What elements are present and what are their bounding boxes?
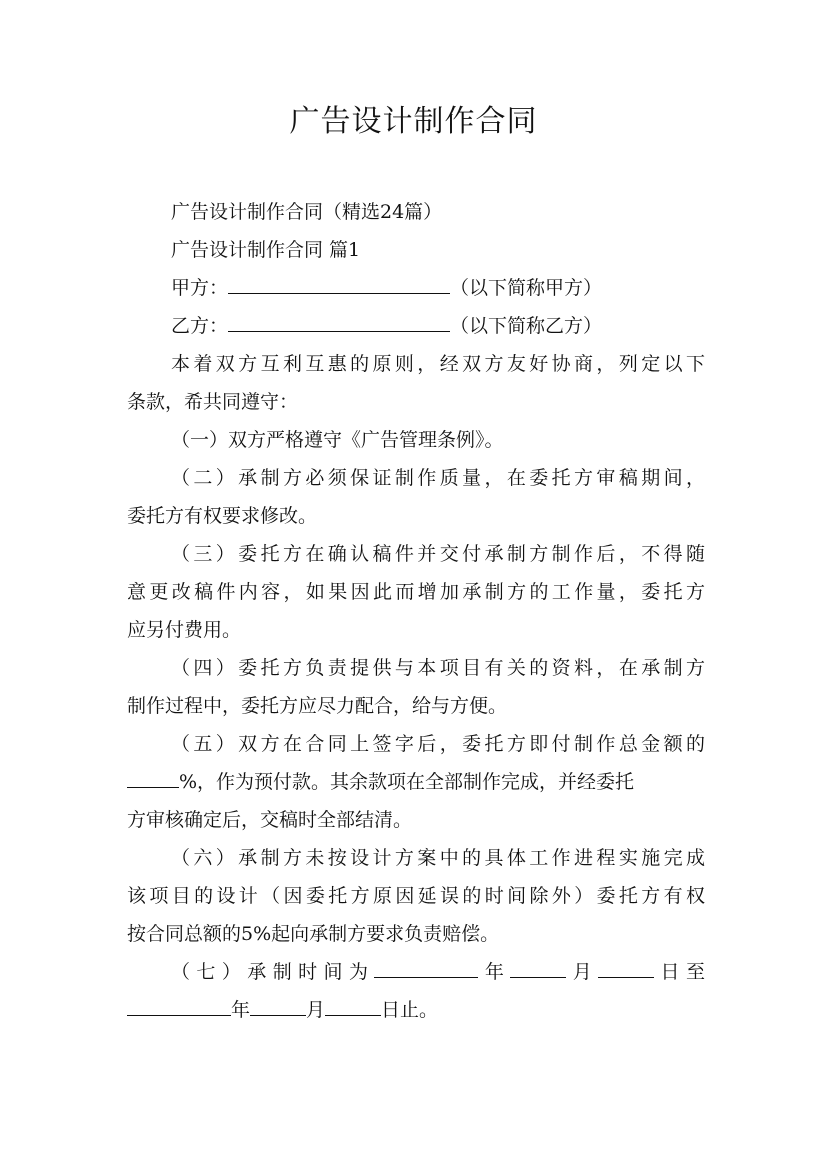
document-body bbox=[127, 193, 705, 1029]
party-b-label: 乙方： bbox=[171, 315, 229, 337]
end-day-label: 日止。 bbox=[381, 999, 439, 1021]
intro-line-2: 条款，希共同遵守： bbox=[127, 391, 299, 413]
section-heading: 广告设计制作合同 篇1 bbox=[171, 239, 361, 261]
party-b-line bbox=[127, 307, 705, 345]
end-year-label: 年 bbox=[231, 999, 251, 1021]
end-year-blank bbox=[127, 991, 231, 1016]
party-a-label: 甲方： bbox=[171, 277, 229, 299]
clause-5-line-2 bbox=[127, 763, 705, 801]
start-day-blank bbox=[598, 953, 654, 978]
clause-2-line-1: （二）承制方必须保证制作质量，在委托方审稿期间， bbox=[171, 467, 705, 489]
start-day-label: 日至 bbox=[654, 961, 705, 983]
start-year-label: 年 bbox=[478, 961, 511, 983]
party-a-note: （以下简称甲方） bbox=[450, 277, 603, 299]
clause-7-line-1 bbox=[127, 953, 705, 991]
clause-7-line-2 bbox=[127, 991, 705, 1029]
party-b-note: （以下简称乙方） bbox=[450, 315, 603, 337]
clause-2-line-2: 委托方有权要求修改。 bbox=[127, 505, 318, 527]
clause-6-line-2: 该项目的设计（因委托方原因延误的时间除外）委托方有权 bbox=[127, 885, 705, 907]
clause-3-line-1: （三）委托方在确认稿件并交付承制方制作后，不得随 bbox=[171, 543, 705, 565]
party-a-line bbox=[127, 269, 705, 307]
subtitle: 广告设计制作合同（精选24篇） bbox=[171, 201, 443, 223]
clause-6-line-1: （六）承制方未按设计方案中的具体工作进程实施完成 bbox=[171, 847, 705, 869]
clause-4-line-2: 制作过程中，委托方应尽力配合，给与方便。 bbox=[127, 695, 508, 717]
start-month-blank bbox=[510, 953, 566, 978]
prepay-percent-blank bbox=[127, 763, 179, 788]
clause-6-line-3: 按合同总额的5%起向承制方要求负责赔偿。 bbox=[127, 923, 500, 945]
clause-3-line-3: 应另付费用。 bbox=[127, 619, 242, 641]
party-a-blank bbox=[228, 269, 450, 294]
end-month-label: 月 bbox=[306, 999, 326, 1021]
clause-1: （一）双方严格遵守《广告管理条例》。 bbox=[171, 429, 504, 451]
clause-5-line-2-text: %，作为预付款。其余款项在全部制作完成，并经委托 bbox=[179, 771, 635, 793]
clause-4-line-1: （四）委托方负责提供与本项目有关的资料，在承制方 bbox=[171, 657, 705, 679]
end-month-blank bbox=[250, 991, 306, 1016]
intro-line-1: 本着双方互利互惠的原则，经双方友好协商，列定以下 bbox=[171, 353, 705, 375]
clause-3-line-2: 意更改稿件内容，如果因此而增加承制方的工作量，委托方 bbox=[127, 581, 705, 603]
clause-5-line-1: （五）双方在合同上签字后，委托方即付制作总金额的 bbox=[171, 733, 705, 755]
start-month-label: 月 bbox=[566, 961, 599, 983]
end-day-blank bbox=[325, 991, 381, 1016]
party-b-blank bbox=[228, 307, 450, 332]
document-title: 广告设计制作合同 bbox=[289, 104, 538, 139]
clause-7-prefix: （七）承制时间为 bbox=[171, 961, 375, 983]
start-year-blank bbox=[374, 953, 478, 978]
clause-5-line-3: 方审核确定后，交稿时全部结清。 bbox=[127, 809, 413, 831]
